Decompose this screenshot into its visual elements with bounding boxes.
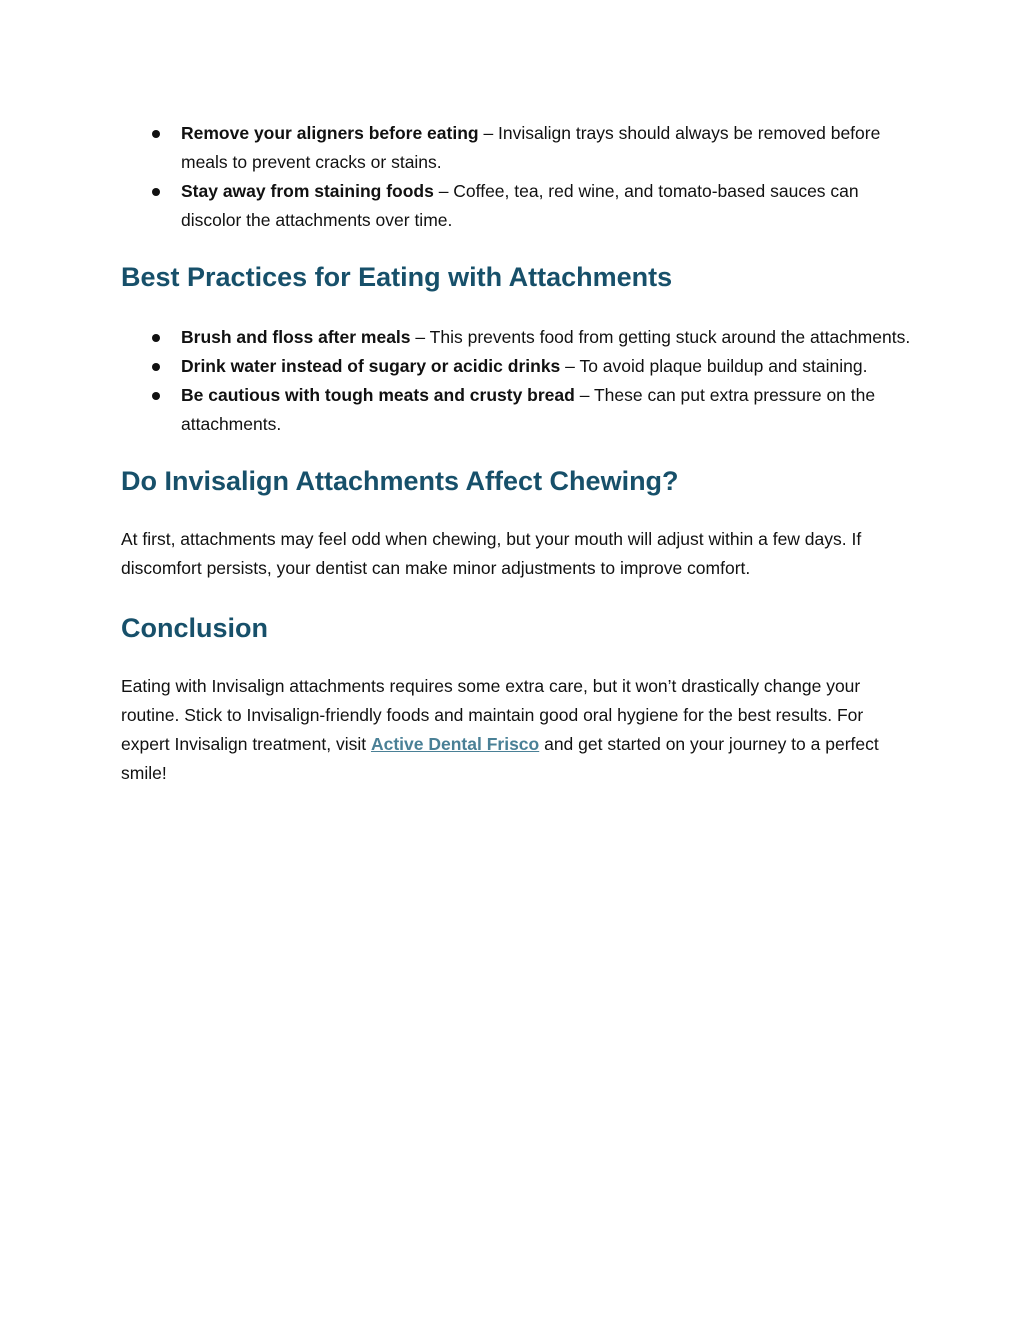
section-heading-chewing: Do Invisalign Attachments Affect Chewing? (121, 466, 679, 496)
list-item (121, 177, 911, 235)
list-item-bold: Drink water instead of sugary or acidic drinks (181, 356, 561, 376)
active-dental-frisco-link[interactable]: Active Dental Frisco (370, 734, 540, 754)
list-item-text: – This prevents food from getting stuck around the attachments. (410, 327, 911, 347)
document-page (121, 119, 911, 788)
chewing-paragraph: At first, attachments may feel odd when chewing, but your mouth will adjust within a few days. If discomfort persists, your dentist can make minor adjustments to improve comfort. (121, 529, 862, 578)
section-heading-best-practices: Best Practices for Eating with Attachments (121, 262, 673, 292)
bullet-icon (152, 130, 160, 138)
best-practices-list (121, 323, 911, 439)
list-item-bold: Brush and floss after meals (181, 327, 411, 347)
list-item-text: – These can put extra pressure on the attachments. (181, 385, 876, 434)
list-item (121, 323, 911, 352)
bullet-icon (152, 334, 160, 342)
list-item-bold: Be cautious with tough meats and crusty bread (181, 385, 575, 405)
list-item (121, 381, 911, 439)
list-item (121, 352, 911, 381)
list-item-text: – Invisalign trays should always be removed before meals to prevent cracks or stains. (181, 123, 881, 172)
bullet-icon (152, 392, 160, 400)
conclusion-paragraph (121, 672, 911, 788)
bullet-icon (152, 188, 160, 196)
intro-bullet-list (121, 119, 911, 235)
list-item-text: – Coffee, tea, red wine, and tomato-based sauces can discolor the attachments over time. (181, 181, 859, 230)
bullet-icon (152, 363, 160, 371)
list-item-bold: Stay away from staining foods (181, 181, 434, 201)
list-item-bold: Remove your aligners before eating (181, 123, 479, 143)
section-heading-conclusion: Conclusion (121, 613, 268, 643)
conclusion-text-before: Eating with Invisalign attachments requires some extra care, but it won’t drastically change your routine. Stick to Invisalign-friendly foods and maintain good oral hygiene for the best results. For expert Invisalign treatment, visit (121, 676, 864, 754)
list-item-text: – To avoid plaque buildup and staining. (560, 356, 868, 376)
list-item (121, 119, 911, 177)
conclusion-text-after: and get started on your journey to a perfect smile! (121, 734, 879, 783)
